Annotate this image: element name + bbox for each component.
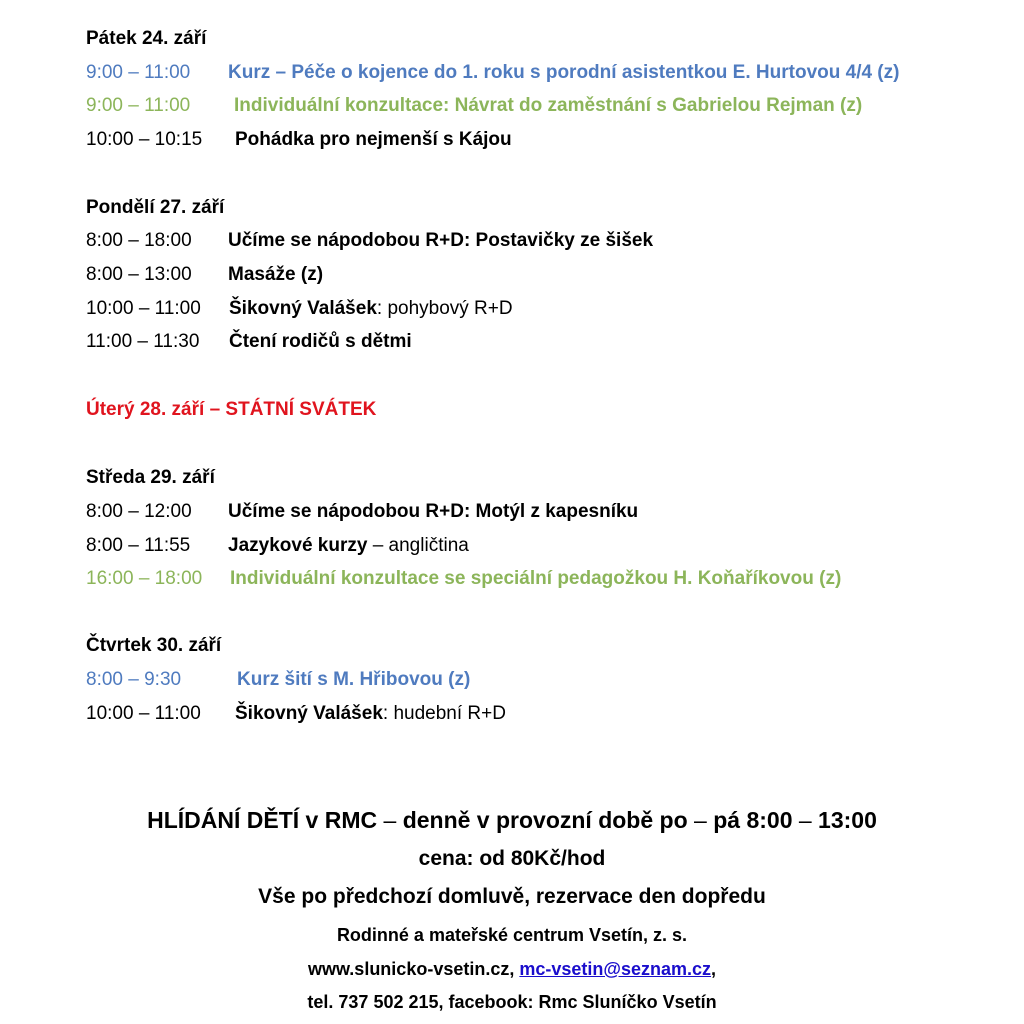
event-row [86, 229, 653, 253]
event-time: 16:00 – 18:00 [86, 568, 203, 589]
event-time: 8:00 – 9:30 [86, 669, 182, 690]
event-row [86, 668, 470, 692]
website-text: www.slunicko-vsetin.cz, [307, 959, 520, 979]
event-title: Učíme se nápodobou R+D: Postavičky ze šišek [228, 230, 654, 251]
event-row [86, 534, 469, 558]
event-time: 10:00 – 11:00 [86, 298, 201, 319]
event-row [86, 94, 862, 118]
event-title: Pohádka pro nejmenší s Kájou [235, 129, 512, 150]
event-detail: – angličtina [367, 535, 469, 556]
event-title: Individuální konzultace: Návrat do zaměstnání s Gabrielou Rejman (z) [234, 95, 863, 116]
event-title: Šikovný Valášek [229, 298, 377, 319]
event-row [86, 702, 506, 726]
event-title: Kurz – Péče o kojence do 1. roku s porodní asistentkou E. Hurtovou 4/4 (z) [228, 62, 900, 83]
event-time: 8:00 – 13:00 [86, 264, 192, 285]
event-time: 10:00 – 11:00 [86, 703, 201, 724]
day-heading-tuesday-holiday: Úterý 28. září – STÁTNÍ SVÁTEK [86, 399, 377, 420]
event-title: Kurz šití s M. Hřibovou (z) [237, 669, 471, 690]
day-heading-friday: Pátek 24. září [86, 28, 207, 49]
event-time: 8:00 – 12:00 [86, 501, 192, 522]
event-title: Šikovný Valášek [235, 703, 383, 724]
event-time: 11:00 – 11:30 [86, 331, 200, 352]
price-line: cena: od 80Kč/hod [418, 847, 606, 870]
event-time: 10:00 – 10:15 [86, 129, 203, 150]
event-time: 8:00 – 18:00 [86, 230, 192, 251]
event-detail: : pohybový R+D [376, 298, 513, 319]
event-row [86, 297, 513, 321]
babysitting-line: HLÍDÁNÍ DĚTÍ v RMC – denně v provozní době po – pá 8:00 – 13:00 [147, 807, 877, 833]
event-title: Učíme se nápodobou R+D: Motýl z kapesníku [228, 501, 639, 522]
event-row [86, 61, 899, 85]
event-row [86, 128, 512, 152]
event-time: 9:00 – 11:00 [86, 95, 191, 116]
event-time: 9:00 – 11:00 [86, 62, 191, 83]
event-title: Individuální konzultace se speciální pedagožkou H. Koňaříkovou (z) [230, 568, 842, 589]
email-link[interactable]: mc-vsetin@seznam.cz [519, 959, 711, 979]
web-contact-line: www.slunicko-vsetin.cz, mc-vsetin@seznam.cz, [307, 959, 717, 979]
day-heading-monday: Pondělí 27. září [86, 197, 225, 218]
day-heading-thursday: Čtvrtek 30. září [86, 635, 222, 656]
event-title: Čtení rodičů s dětmi [229, 331, 412, 352]
event-time: 8:00 – 11:55 [86, 535, 191, 556]
phone-facebook-line: tel. 737 502 215, facebook: Rmc Sluníčko Vsetín [307, 992, 717, 1012]
organization-name: Rodinné a mateřské centrum Vsetín, z. s. [336, 925, 688, 945]
event-title: Masáže (z) [228, 264, 324, 285]
event-title: Jazykové kurzy [228, 535, 368, 556]
event-row [86, 263, 323, 287]
event-row [86, 330, 412, 354]
event-row [86, 500, 638, 524]
event-row [86, 567, 841, 591]
babysitting-title: HLÍDÁNÍ DĚTÍ v RMC [147, 807, 378, 833]
reservation-line: Vše po předchozí domluvě, rezervace den dopředu [258, 885, 766, 908]
event-detail: : hudební R+D [382, 703, 506, 724]
day-heading-wednesday: Středa 29. září [86, 467, 215, 488]
